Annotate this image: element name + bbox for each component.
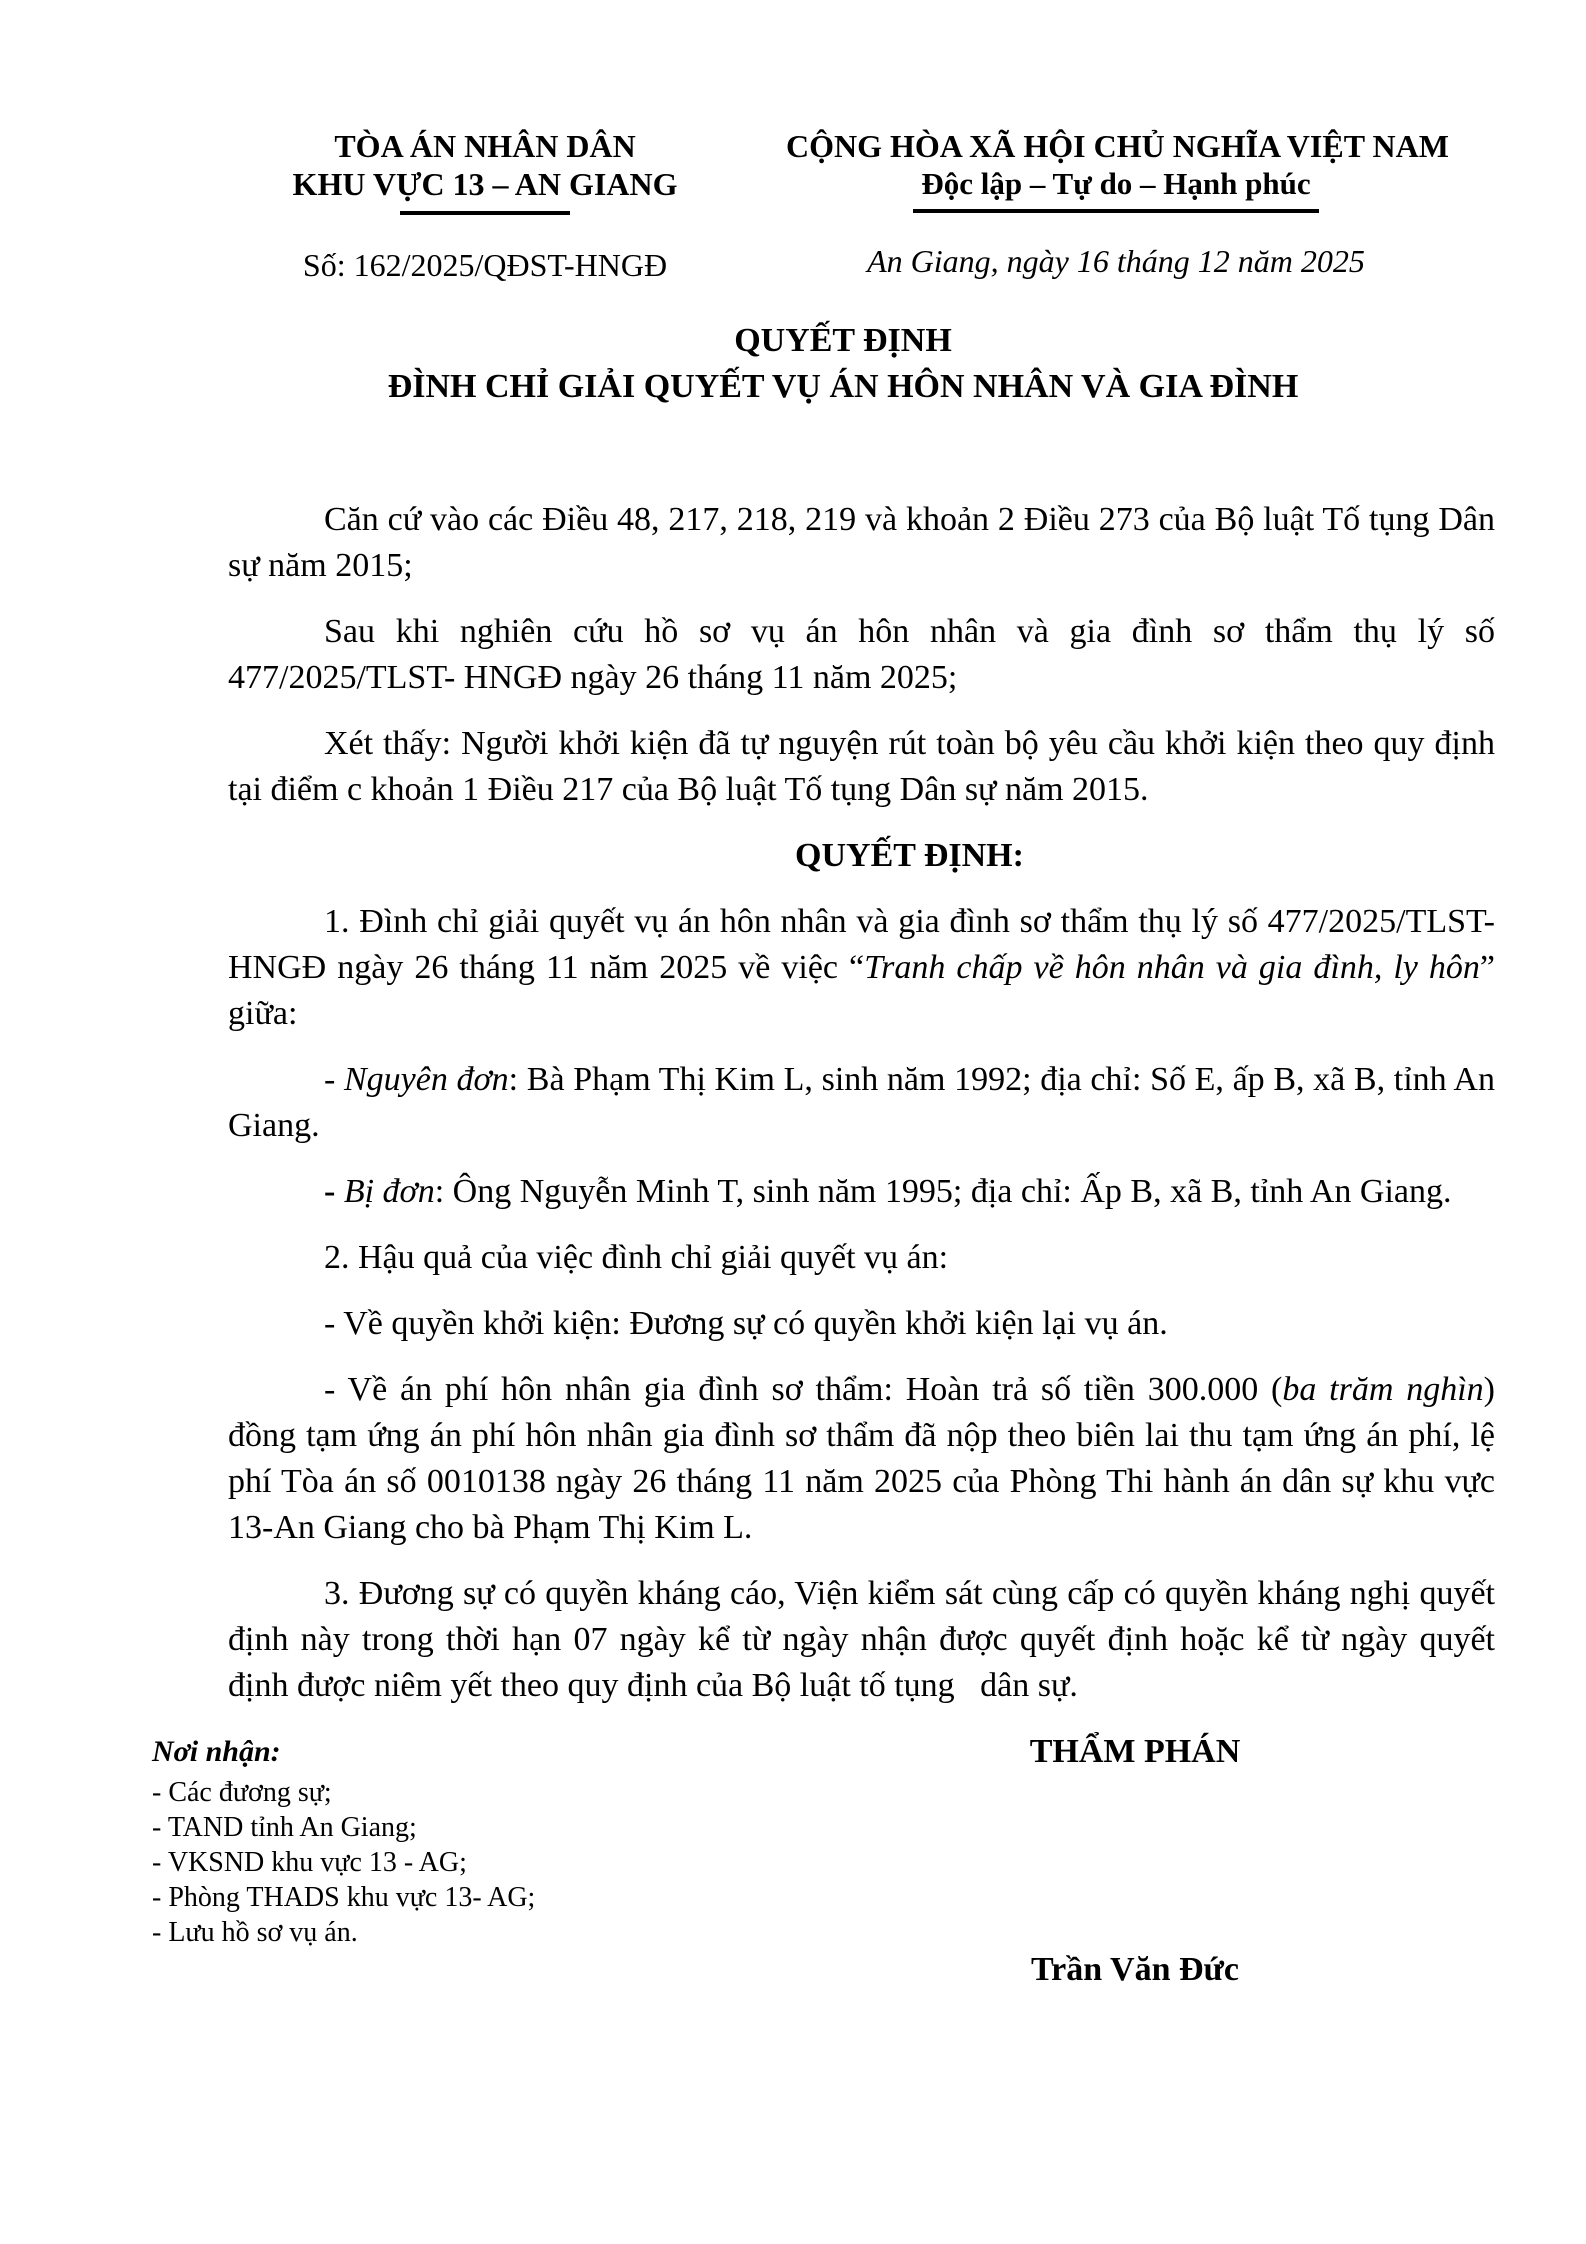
paragraph-legal-basis: Căn cứ vào các Điều 48, 217, 218, 219 và khoản 2 Điều 273 của Bộ luật Tố tụng Dân sự năm 2015; — [228, 501, 1495, 584]
article-1-case-type: Tranh chấp về hôn nhân và gia đình, ly hôn — [864, 949, 1480, 986]
recipient-item: - Phòng THADS khu vực 13- AG; — [152, 1882, 536, 1913]
decision-heading: QUYẾT ĐỊNH: — [795, 837, 1024, 874]
court-fee-amount-words: ba trăm nghìn — [1282, 1371, 1484, 1408]
paragraph-court-fee — [228, 1367, 1495, 1551]
national-motto-row — [786, 165, 1446, 213]
signer-name: Trần Văn Đức — [1030, 1951, 1240, 1988]
document-title: QUYẾT ĐỊNH — [734, 322, 952, 359]
document-footer — [152, 1729, 1496, 1988]
court-name-line2: KHU VỰC 13 – AN GIANG — [292, 166, 678, 202]
paragraph-article-1 — [228, 899, 1495, 1037]
national-header-block — [786, 127, 1449, 285]
article-1-tail: ” giữa: — [228, 949, 1495, 1032]
plaintiff-dash: - — [324, 1061, 344, 1098]
document-header — [0, 127, 1586, 285]
paragraph-plaintiff — [228, 1057, 1495, 1149]
signature-block — [885, 1729, 1385, 1993]
case-number: Số: 162/2025/QĐST-HNGĐ — [302, 247, 668, 283]
court-fee-tail: ) đồng tạm ứng án phí hôn nhân gia đình sơ thẩm đã nộp theo biên lai thu tạm ứng án phí, lệ phí Tòa án số 0010138 ngày 26 tháng 11 năm 2025 của Phòng Thi hành án dân sự khu vực 13-An Giang cho bà Phạm Thị Kim L. — [228, 1371, 1495, 1546]
document-body — [228, 497, 1495, 1709]
defendant-details: : Ông Nguyễn Minh T, sinh năm 1995; địa chỉ: Ấp B, xã B, tỉnh An Giang. — [434, 1173, 1452, 1210]
defendant-dash: - — [324, 1173, 344, 1210]
plaintiff-role-label: Nguyên đơn — [343, 1061, 509, 1098]
paragraph-case-review: Sau khi nghiên cứu hồ sơ vụ án hôn nhân và gia đình sơ thẩm thụ lý số 477/2025/TLST- HNGĐ ngày 26 tháng 11 năm 2025; — [228, 613, 1495, 696]
paragraph-finding: Xét thấy: Người khởi kiện đã tự nguyện rút toàn bộ yêu cầu khởi kiện theo quy định tại điểm c khoản 1 Điều 217 của Bộ luật Tố tụng Dân sự năm 2015. — [228, 725, 1495, 808]
document-subtitle: ĐÌNH CHỈ GIẢI QUYẾT VỤ ÁN HÔN NHÂN VÀ GIA ĐÌNH — [387, 368, 1299, 405]
court-fee-text: - Về án phí hôn nhân gia đình sơ thẩm: Hoàn trả số tiền 300.000 ( — [324, 1371, 1283, 1408]
paragraph-article-3: 3. Đương sự có quyền kháng cáo, Viện kiểm sát cùng cấp có quyền kháng nghị quyết định này trong thời hạn 07 ngày kể từ ngày nhận được quyết định hoặc kể từ ngày quyết định được niêm yết theo quy định của Bộ luật tố tụng dân sự. — [228, 1575, 1495, 1704]
issuing-court-block — [250, 127, 720, 285]
recipient-item: - Lưu hồ sơ vụ án. — [152, 1917, 358, 1948]
recipients-label: Nơi nhận: — [152, 1735, 281, 1768]
signer-title: THẨM PHÁN — [1029, 1733, 1241, 1770]
national-title: CỘNG HÒA XÃ HỘI CHỦ NGHĨA VIỆT NAM — [786, 128, 1449, 164]
national-motto: Độc lập – Tự do – Hạnh phúc — [913, 165, 1318, 213]
recipient-item: - TAND tỉnh An Giang; — [152, 1812, 417, 1843]
paragraph-article-2: 2. Hậu quả của việc đình chỉ giải quyết vụ án: — [324, 1239, 949, 1276]
recipient-item: - VKSND khu vực 13 - AG; — [152, 1847, 467, 1878]
paragraph-defendant — [228, 1169, 1495, 1215]
court-name-line1: TÒA ÁN NHÂN DÂN — [334, 128, 636, 164]
article-1-text: 1. Đình chỉ giải quyết vụ án hôn nhân và gia đình sơ thẩm thụ lý số 477/2025/TLST- HNGĐ ngày 26 tháng 11 năm 2025 về việc “ — [228, 903, 1495, 986]
place-date-line: An Giang, ngày 16 tháng 12 năm 2025 — [867, 243, 1365, 279]
paragraph-right-to-sue: - Về quyền khởi kiện: Đương sự có quyền khởi kiện lại vụ án. — [324, 1305, 1168, 1342]
defendant-role-label: Bị đơn — [343, 1173, 435, 1210]
plaintiff-details: : Bà Phạm Thị Kim L, sinh năm 1992; địa chỉ: Số E, ấp B, xã B, tỉnh An Giang. — [228, 1061, 1495, 1144]
document-title-block — [210, 318, 1476, 410]
recipient-item: - Các đương sự; — [152, 1777, 332, 1808]
court-name-underline — [400, 211, 570, 215]
